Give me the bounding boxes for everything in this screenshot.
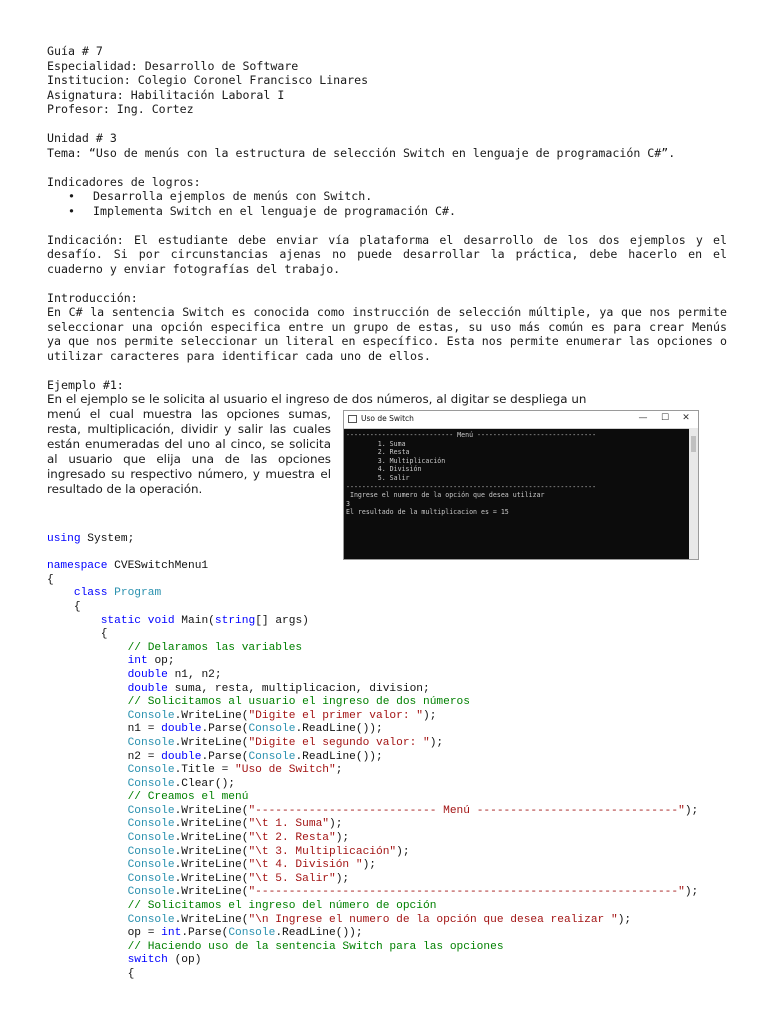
code-line: // Delaramos las variables bbox=[127, 641, 303, 654]
code-line: switch (op) bbox=[127, 954, 202, 967]
code-line: { bbox=[100, 628, 108, 641]
code-line: static void Main(string[] args) bbox=[100, 614, 309, 627]
console-output bbox=[346, 431, 687, 517]
code-line: n2 = double.Parse(Console.ReadLine()); bbox=[127, 750, 383, 763]
code-line: Console.WriteLine("\t 4. División "); bbox=[127, 859, 377, 872]
code-line: Console.WriteLine("---------------------------------------------------------------"); bbox=[127, 886, 699, 899]
guia-number: Guía # 7 bbox=[47, 44, 103, 58]
code-line: // Creamos el menú bbox=[127, 791, 249, 804]
code-line: Console.WriteLine("Digite el primer valor: "); bbox=[127, 709, 437, 722]
code-line: n1 = double.Parse(Console.ReadLine()); bbox=[127, 723, 383, 736]
console-line: 1. Suma bbox=[346, 439, 406, 448]
ejemplo-title: Ejemplo #1: bbox=[47, 377, 124, 392]
code-line: namespace CVESwitchMenu1 bbox=[47, 560, 209, 573]
console-line: --------------------------------------------------------------- bbox=[346, 482, 597, 491]
code-line: Console.WriteLine("Digite el segundo valor: "); bbox=[127, 736, 444, 749]
minimize-icon: — bbox=[638, 413, 648, 423]
asignatura: Asignatura: Habilitación Laboral I bbox=[47, 87, 285, 102]
code-line: int op; bbox=[127, 655, 175, 668]
tema: Tema: “Uso de menús con la estructura de selección Switch en lenguaje de programación C#”. bbox=[47, 145, 676, 160]
code-line: double n1, n2; bbox=[127, 668, 222, 681]
maximize-icon: ☐ bbox=[660, 413, 670, 423]
console-line: 5. Salir bbox=[346, 473, 410, 482]
ejemplo-first-line: En el ejemplo se le solicita al usuario el ingreso de dos números, al digitar se despliega un bbox=[47, 392, 587, 406]
introduccion-paragraph: En C# la sentencia Switch es conocida como instrucción de selección múltiple, ya que nos permite seleccionar una opción especifica entre un grupo de estas, su uso más común es para crear Menús ya que nos permite seleccionar un literal en específico. Esta nos permite enumerar las opciones o utilizar caracteres para identificar cada uno de ellos. bbox=[47, 305, 727, 363]
ejemplo-paragraph: menú el cual muestra las opciones sumas, resta, multiplicación, dividir y salir las cuales están enumeradas del uno al cinco, se solicita al usuario que elija una de las opciones ingresado su respectivo número, y muestra el resultado de la operación. bbox=[47, 407, 331, 496]
code-line: { bbox=[47, 573, 54, 586]
console-title: Uso de Switch bbox=[361, 414, 414, 423]
indicacion-paragraph: Indicación: El estudiante debe enviar vía plataforma el desarrollo de los dos ejemplos y el desafío. Si por circunstancias ajenas no puede desarrollar la práctica, debe hacerlo en el cuaderno y enviar fotografías del trabajo. bbox=[47, 232, 727, 276]
console-app-icon bbox=[348, 415, 357, 423]
console-line: Ingrese el numero de la opción que desea utilizar bbox=[346, 491, 545, 500]
code-line: Console.WriteLine("\n Ingrese el numero de la opción que desea realizar "); bbox=[127, 913, 632, 926]
code-line: Console.WriteLine("\t 1. Suma"); bbox=[127, 818, 343, 831]
especialidad: Especialidad: Desarrollo de Software bbox=[47, 58, 299, 73]
console-titlebar bbox=[344, 411, 698, 429]
profesor: Profesor: Ing. Cortez bbox=[47, 102, 194, 116]
institucion: Institucion: Colegio Coronel Francisco Linares bbox=[47, 73, 369, 87]
code-listing bbox=[47, 533, 698, 982]
code-line: class Program bbox=[73, 587, 162, 600]
console-line: 2. Resta bbox=[346, 448, 410, 457]
code-line: // Solicitamos al usuario el ingreso de dos números bbox=[127, 696, 470, 709]
introduccion-title: Introducción: bbox=[47, 290, 138, 305]
close-icon: ✕ bbox=[682, 413, 690, 423]
code-line: Console.Clear(); bbox=[127, 777, 236, 790]
code-line: { bbox=[127, 968, 135, 980]
console-line: 3 bbox=[346, 499, 350, 508]
code-line: Console.WriteLine("\t 2. Resta"); bbox=[127, 832, 350, 845]
logros-list bbox=[47, 189, 727, 218]
console-line: 4. División bbox=[346, 465, 422, 474]
console-line: 3. Multiplicación bbox=[346, 456, 446, 465]
logros-title: Indicadores de logros: bbox=[47, 174, 201, 189]
logro-item: • Desarrolla ejemplos de menús con Switch. bbox=[47, 189, 727, 204]
code-line: Console.WriteLine("--------------------------- Menú ------------------------------"); bbox=[127, 804, 699, 817]
code-line: { bbox=[73, 600, 81, 613]
console-line: El resultado de la multiplicacion es = 15 bbox=[346, 508, 509, 517]
code-line: Console.Title = "Uso de Switch"; bbox=[127, 764, 343, 777]
code-line: Console.WriteLine("\t 3. Multiplicación"); bbox=[127, 845, 410, 858]
code-line: Console.WriteLine("\t 5. Salir"); bbox=[127, 872, 350, 885]
code-line: // Haciendo uso de la sentencia Switch para las opciones bbox=[127, 940, 504, 953]
code-line: using System; bbox=[47, 533, 135, 545]
code-line: double suma, resta, multiplicacion, division; bbox=[127, 682, 430, 695]
unidad-number: Unidad # 3 bbox=[47, 131, 117, 145]
logro-item: • Implementa Switch en el lenguaje de programación C#. bbox=[47, 204, 727, 219]
code-line: op = int.Parse(Console.ReadLine()); bbox=[127, 927, 363, 940]
code-line: // Solicitamos el ingreso del número de opción bbox=[127, 900, 437, 913]
console-line: --------------------------- Menú ------------------------------ bbox=[346, 431, 597, 439]
